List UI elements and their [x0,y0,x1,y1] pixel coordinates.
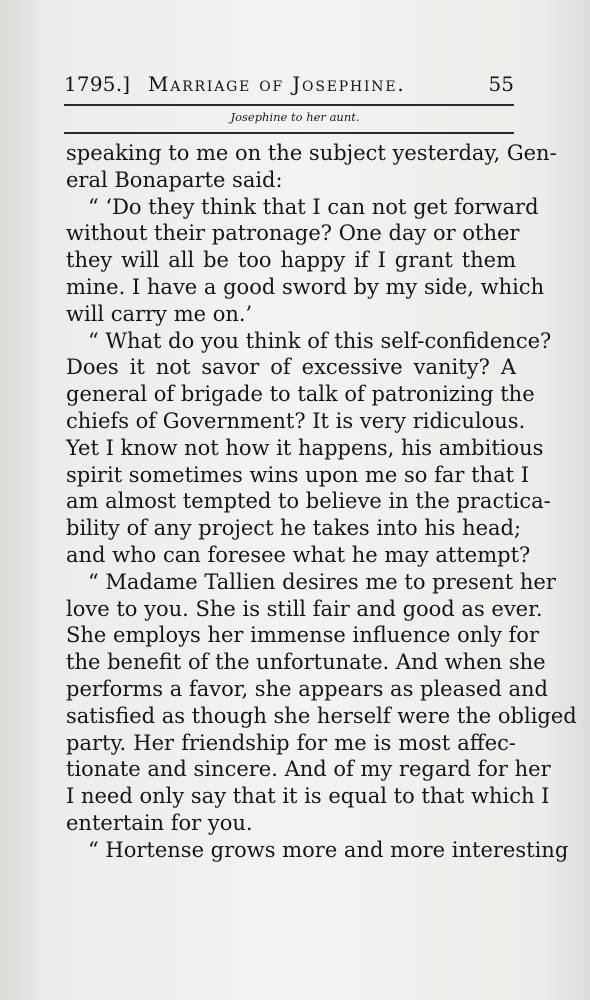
running-header [64,70,514,104]
text-line: “ What do you think of this self-confidence? [88,328,552,353]
text-line: the benefit of the unfortunate. And when she [66,650,546,675]
text-line: eral Bonaparte said: [66,167,283,192]
header-year: 1795.] [64,72,131,96]
text-line: and who can foresee what he may attempt? [66,542,531,567]
text-line: without their patronage? One day or other [66,221,520,246]
header-rule-bottom [64,132,514,134]
section-subheading: Josephine to her aunt. [230,110,360,124]
page-number: 55 [488,72,514,96]
text-line: mine. I have a good sword by my side, which [66,274,545,299]
text-line: Does it not savor of excessive vanity? A [66,355,516,380]
text-line: love to you. She is still fair and good as ever. [66,596,543,621]
header-rule-top [64,104,514,106]
text-line: “ ‘Do they think that I can not get forward [88,194,539,219]
text-line: She employs her immense influence only for [66,623,539,648]
text-line: spirit sometimes wins upon me so far that I [66,462,530,487]
text-line: speaking to me on the subject yesterday, Gen- [66,141,557,165]
text-line: tionate and sincere. And of my regard for her [66,757,551,782]
text-line: am almost tempted to believe in the practica- [66,489,551,514]
text-line: will carry me on.’ [66,301,253,326]
text-line: “ Hortense grows more and more interesting [88,837,569,862]
text-line: entertain for you. [66,810,253,835]
text-line: party. Her friendship for me is most affec- [66,730,516,755]
text-line: performs a favor, she appears as pleased and [66,676,548,701]
header-title: Marriage of Josephine. [148,72,406,96]
text-line: they will all be too happy if I grant them [66,248,516,273]
text-line: bility of any project he takes into his head; [66,516,522,541]
body-text [66,140,577,864]
text-line: general of brigade to talk of patronizing the [66,382,535,407]
text-line: satisfied as though she herself were the obliged [66,703,577,728]
text-line: chiefs of Government? It is very ridiculous. [66,408,526,433]
text-line: “ Madame Tallien desires me to present her [88,569,556,594]
text-line: I need only say that it is equal to that which I [66,784,550,809]
text-line: Yet I know not how it happens, his ambitious [66,435,544,460]
